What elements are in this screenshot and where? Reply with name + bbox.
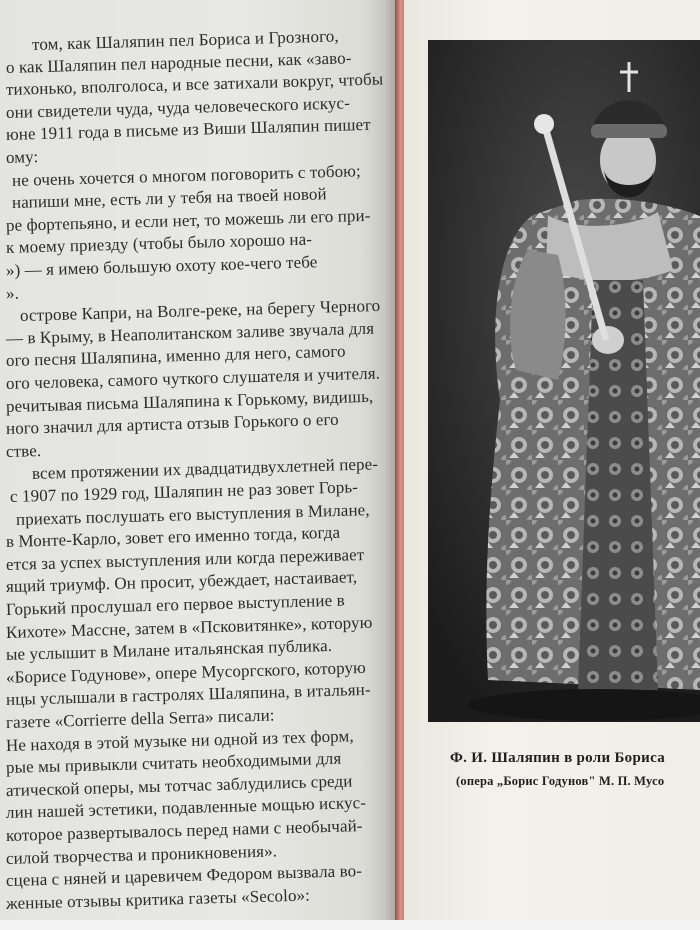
text-line: острове Капри, на Волге-реке, на берегу Черного bbox=[19, 296, 381, 326]
text-line: рые мы привыкли считать необходимыми для bbox=[5, 748, 342, 778]
text-line: атической оперы, мы тотчас заблудились среди bbox=[5, 771, 353, 800]
text-line: — в Крыму, в Неаполитанском заливе звучала для bbox=[5, 318, 375, 348]
text-line: ого песня Шаляпина, именно для него, самого bbox=[5, 341, 346, 371]
text-line: речитывая письма Шаляпина к Горькому, видишь, bbox=[5, 386, 374, 416]
text-line: напиши мне, есть ли у тебя на твоей новой bbox=[11, 184, 327, 213]
text-line: лин нашей эстетики, подавленные мощью искус- bbox=[5, 793, 367, 823]
text-line: ») — я имею большую охоту кое-чего тебе bbox=[5, 252, 318, 280]
text-line: ые услышит в Милане итальянская публика. bbox=[5, 636, 333, 665]
text-line: к моему приезду (чтобы было хорошо на- bbox=[5, 229, 313, 258]
text-line: о как Шаляпин пел народные песни, как «заво- bbox=[5, 47, 352, 77]
text-line: стве. bbox=[5, 440, 42, 461]
text-line: ре фортепьяно, и если нет, то можешь ли его при- bbox=[5, 205, 371, 235]
text-line: которое развертывалось перед нами с необычай- bbox=[5, 816, 363, 845]
portrait-figure bbox=[428, 40, 700, 722]
text-line: Не находя в этой музыке ни одной из тех форм, bbox=[5, 725, 354, 755]
text-line: том, как Шаляпин пел Бориса и Грозного, bbox=[31, 26, 339, 54]
text-line: приехать послушать его выступления в Милане, bbox=[15, 499, 370, 529]
table-surface bbox=[0, 920, 700, 930]
text-line: ется за успех выступления или когда переживает bbox=[5, 544, 365, 574]
right-page bbox=[404, 0, 700, 930]
text-line: они свидетели чуда, чуда человеческого искус- bbox=[5, 93, 351, 122]
text-line: в Монте-Карло, зовет его именно тогда, когда bbox=[5, 522, 341, 552]
text-line: женные отзывы критика газеты «Secolo»: bbox=[5, 885, 311, 913]
portrait-caption: Ф. И. Шаляпин в роли Бориса bbox=[450, 750, 666, 766]
text-line: нцы услышали в гастролях Шаляпина, в итальян- bbox=[5, 680, 371, 710]
text-line: силой творчества и проникновения». bbox=[5, 841, 278, 868]
text-line: ного значил для артиста отзыв Горького о его bbox=[5, 409, 339, 439]
text-line: газете «Corrierre della Serra» писали: bbox=[5, 705, 275, 732]
text-line: Кихоте» Массне, затем в «Псковитянке», которую bbox=[5, 612, 373, 642]
text-line: сцена с няней и царевичем Федором вызвала во- bbox=[5, 861, 363, 891]
text-line: «Борисе Годунове», опере Мусоргского, которую bbox=[5, 657, 367, 687]
portrait-caption-subtitle: (опера „Борис Годунов" М. П. Мусо bbox=[456, 774, 665, 788]
text-line: всем протяжении их двадцатидвухлетней пере- bbox=[31, 454, 379, 484]
text-line: Горький прослушал его первое выступление в bbox=[5, 590, 345, 619]
text-line: с 1907 по 1929 год, Шаляпин не раз зовет Горь- bbox=[9, 477, 359, 506]
text-line: ». bbox=[5, 283, 20, 303]
portrait-illustration bbox=[428, 40, 700, 722]
text-line: ого человека, самого чуткого слушателя и учителя. bbox=[5, 363, 381, 393]
text-line: юне 1911 года в письме из Виши Шаляпин пишет bbox=[5, 115, 371, 145]
text-line: тихонько, вполголоса, и все затихали вокруг, чтобы bbox=[5, 69, 384, 100]
text-line: не очень хочется о многом поговорить с тобою; bbox=[11, 160, 362, 190]
text-line: ящий триумф. Он просит, убеждает, настаивает, bbox=[5, 567, 358, 597]
text-line: ому: bbox=[5, 147, 39, 167]
